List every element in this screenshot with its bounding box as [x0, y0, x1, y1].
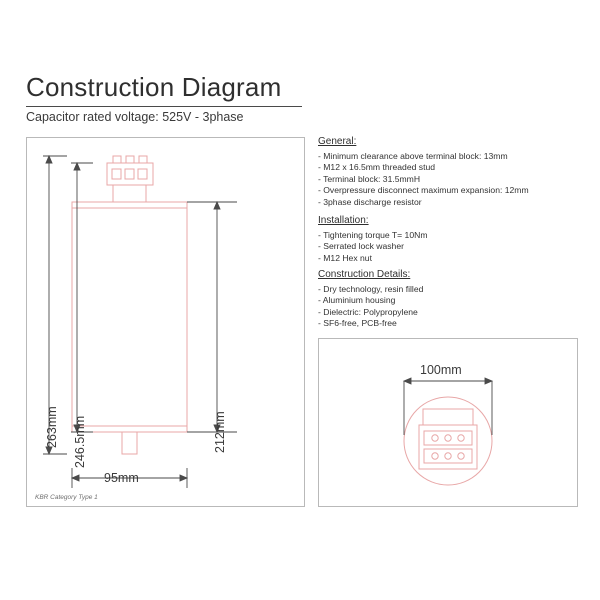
title-divider [26, 106, 302, 107]
mounting-stud-outline [122, 432, 137, 454]
dimension-diameter: 95mm [104, 471, 139, 485]
construction-line-1: - Dry technology, resin filled [318, 283, 424, 294]
construction-spec-block [318, 269, 423, 330]
installation-line-1: - Tightening torque T= 10Nm [318, 229, 428, 240]
page-title: Construction Diagram [26, 72, 282, 102]
capacitor-body-outline [72, 202, 187, 432]
general-line-1: - Minimum clearance above terminal block: 13mm [318, 150, 508, 161]
construction-line-2: - Aluminium housing [318, 295, 396, 306]
page-subtitle: Capacitor rated voltage: 525V - 3phase [26, 110, 244, 124]
dimension-body-plus-terminal-height: 246.5mm [73, 415, 87, 468]
general-line-5: - 3phase discharge resistor [318, 196, 422, 207]
installation-heading: Installation: [318, 215, 369, 226]
terminal-block-top-outline [419, 425, 477, 469]
main-drawing-panel [26, 137, 305, 507]
construction-line-4: - SF6-free, PCB-free [318, 318, 397, 329]
general-heading: General: [318, 136, 357, 147]
construction-line-3: - Dielectric: Polypropylene [318, 306, 418, 317]
terminal-block-outline [107, 163, 153, 185]
installation-line-3: - M12 Hex nut [318, 252, 372, 263]
capacitor-elevation-drawing [27, 138, 304, 506]
installation-line-2: - Serrated lock washer [318, 241, 404, 252]
general-line-4: - Overpressure disconnect maximum expansion: 12mm [318, 185, 529, 196]
installation-spec-block [318, 215, 427, 264]
construction-heading: Construction Details: [318, 269, 411, 280]
dimension-body-height: 212mm [213, 411, 227, 453]
dimension-top-view-width: 100mm [420, 363, 462, 377]
dimension-overall-height: 263mm [45, 406, 59, 448]
general-line-2: - M12 x 16.5mm threaded stud [318, 162, 436, 173]
general-spec-block [318, 136, 529, 209]
panel-caption: KBR Category Type 1 [35, 494, 98, 501]
top-view-panel [318, 338, 578, 507]
general-line-3: - Terminal block: 31.5mmH [318, 173, 421, 184]
